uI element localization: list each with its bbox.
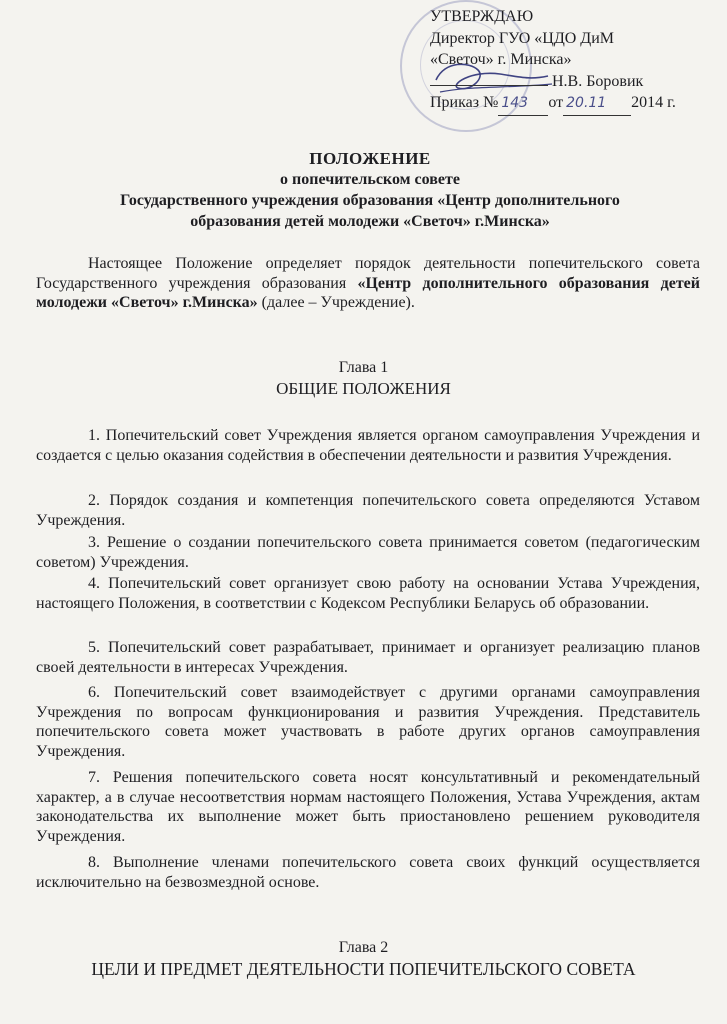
chapter-1-item-6: 6. Попечительский совет взаимодействует с другими органами самоуправления Учреждения по вопросам функционирования и развития Учреждения. Представитель попечительского совета может участвовать в работе других органов самоуправления Учреждения. bbox=[36, 684, 700, 760]
chapter-1-item-5: 5. Попечительский совет разрабатывает, принимает и организует реализацию планов своей деятельности в интересах Учреждения. bbox=[36, 639, 700, 676]
approval-signer-row bbox=[430, 71, 676, 93]
chapter-2-title: ЦЕЛИ И ПРЕДМЕТ ДЕЯТЕЛЬНОСТИ ПОПЕЧИТЕЛЬСКОГО СОВЕТА bbox=[91, 959, 636, 979]
document-title bbox=[40, 148, 700, 232]
chapter-1-label: Глава 1 bbox=[338, 359, 389, 376]
title-line-4: образования детей молодежи «Светоч» г.Минска» bbox=[190, 213, 550, 230]
chapter-1-title: ОБЩИЕ ПОЛОЖЕНИЯ bbox=[276, 379, 451, 398]
title-line-1: ПОЛОЖЕНИЕ bbox=[309, 149, 431, 168]
approval-heading: УТВЕРЖДАЮ bbox=[430, 8, 534, 25]
order-year: 2014 г. bbox=[631, 94, 676, 111]
intro-text-bold: «Центр дополнительного образования детей молодежи «Светоч» г.Минска» bbox=[36, 274, 700, 311]
title-line-2: о попечительском совете bbox=[280, 171, 460, 188]
approval-position: Директор ГУО «ЦДО ДиМ bbox=[430, 29, 614, 47]
approval-organization: «Светоч» г. Минска» bbox=[430, 51, 572, 68]
title-line-3: Государственного учреждения образования «Центр дополнительного bbox=[120, 192, 620, 209]
approval-order-row bbox=[430, 92, 676, 116]
signature-line bbox=[430, 71, 548, 86]
chapter-1-item-3: 3. Решение о создании попечительского совета принимается советом (педагогическим советом) Учреждения. bbox=[36, 534, 700, 571]
order-number: 143 bbox=[498, 93, 548, 116]
chapter-1-item-7: 7. Решения попечительского совета носят консультативный и рекомендательный характер, а в случае несоответствия нормам настоящего Положения, Устава Учреждения, актам законодательства их выполнение может быть приостановлено решением руководителя Учреждения. bbox=[36, 769, 700, 845]
order-from: от bbox=[548, 94, 564, 111]
intro-paragraph bbox=[36, 254, 700, 313]
chapter-1-item-4: 4. Попечительский совет организует свою работу на основании Устава Учреждения, настоящего Положения, в соответствии с Кодексом Республики Беларусь об образовании. bbox=[36, 575, 700, 612]
chapter-1-item-1: 1. Попечительский совет Учреждения является органом самоуправления Учреждения и создается с целью оказания содействия в обеспечении деятельности и развития Учреждения. bbox=[36, 427, 700, 464]
approval-signer: Н.В. Боровик bbox=[552, 72, 644, 90]
chapter-1-item-8: 8. Выполнение членами попечительского совета своих функций осуществляется исключительно на безвозмездной основе. bbox=[36, 854, 700, 891]
intro-text-a: Настоящее Положение определяет порядок деятельности попечительского совета Государственного учреждения образования bbox=[36, 255, 700, 292]
order-prefix: Приказ № bbox=[430, 94, 499, 111]
intro-text-b: (далее – Учреждение). bbox=[257, 294, 415, 311]
order-date: 20.11 bbox=[563, 93, 631, 116]
chapter-2-label: Глава 2 bbox=[338, 939, 389, 956]
chapter-1-item-2: 2. Порядок создания и компетенция попечительского совета определяются Уставом Учреждения. bbox=[36, 492, 700, 529]
approval-block bbox=[430, 6, 676, 116]
